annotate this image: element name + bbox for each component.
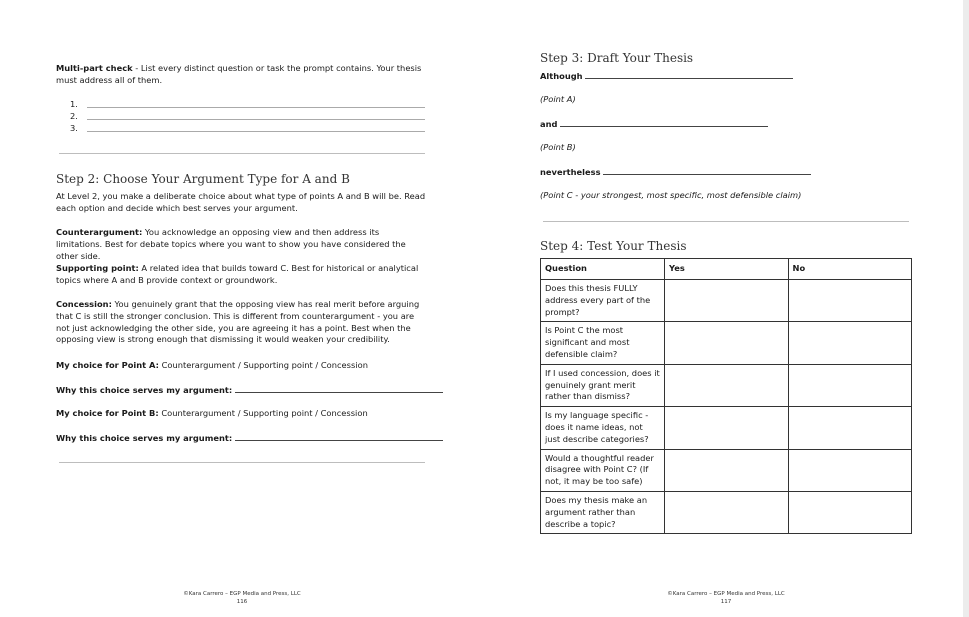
table-row xyxy=(541,322,912,364)
point-b-hint: (Point B) xyxy=(540,142,576,152)
thesis-test-table xyxy=(540,258,912,534)
yes-cell[interactable] xyxy=(665,322,789,364)
concession-label: Concession: xyxy=(56,299,112,309)
supporting-point-option xyxy=(56,263,428,287)
table-row xyxy=(541,280,912,322)
column-header-no: No xyxy=(788,259,911,280)
question-cell: Would a thoughtful reader disagree with Point C? (If not, it may be too safe) xyxy=(541,449,665,491)
why-choice-a[interactable] xyxy=(56,384,443,397)
table-row xyxy=(541,491,912,533)
step4-heading: Step 4: Test Your Thesis xyxy=(540,239,687,253)
choice-b-options: Counterargument / Supporting point / Concession xyxy=(158,408,368,418)
table-row xyxy=(541,364,912,406)
column-header-question: Question xyxy=(541,259,665,280)
although-blank[interactable] xyxy=(585,70,793,79)
why-b-blank[interactable] xyxy=(235,432,443,441)
list-number: 1. xyxy=(70,99,78,109)
concession-option xyxy=(56,299,428,346)
question-cell: Does this thesis FULLY address every part of the prompt? xyxy=(541,280,665,322)
nevertheless-label: nevertheless xyxy=(540,167,601,177)
question-cell: Is my language specific - does it name ideas, not just describe categories? xyxy=(541,407,665,449)
question-cell: If I used concession, does it genuinely grant merit rather than dismiss? xyxy=(541,364,665,406)
yes-cell[interactable] xyxy=(665,449,789,491)
footer-copyright: ©Kara Carrero – EGP Media and Press, LLC xyxy=(667,591,785,597)
no-cell[interactable] xyxy=(788,449,911,491)
section-divider xyxy=(543,221,909,222)
and-blank[interactable] xyxy=(560,118,768,127)
page-number: 117 xyxy=(720,598,732,605)
counterargument-text: You acknowledge an opposing view and then address its limitations. Best for debate topics where you want to show you have considered the other side. xyxy=(56,227,406,261)
and-line[interactable] xyxy=(540,118,768,131)
multipart-text: - List every distinct question or task the prompt contains. Your thesis must address all of them. xyxy=(56,63,422,85)
no-cell[interactable] xyxy=(788,407,911,449)
table-header-row xyxy=(541,259,912,280)
counterargument-label: Counterargument: xyxy=(56,227,143,237)
concession-text: You genuinely grant that the opposing view has real merit before arguing that C is still the stronger conclusion. This is different from counterargument - you are not just acknowledging the other side, you are agreeing it has a point. Best when the opposing view is strong enough that dismissing it would weaken your credibility. xyxy=(56,299,420,345)
why-a-label: Why this choice serves my argument: xyxy=(56,385,233,395)
yes-cell[interactable] xyxy=(665,364,789,406)
choice-point-b[interactable] xyxy=(56,408,368,420)
question-cell: Does my thesis make an argument rather than describe a topic? xyxy=(541,491,665,533)
why-a-blank[interactable] xyxy=(235,384,443,393)
choice-b-label: My choice for Point B: xyxy=(56,408,159,418)
list-number: 2. xyxy=(70,111,78,121)
no-cell[interactable] xyxy=(788,364,911,406)
counterargument-option xyxy=(56,227,428,262)
page-number: 116 xyxy=(236,598,248,605)
choice-a-label: My choice for Point A: xyxy=(56,360,159,370)
yes-cell[interactable] xyxy=(665,280,789,322)
nevertheless-line[interactable] xyxy=(540,166,811,179)
section-divider xyxy=(59,462,425,463)
question-cell: Is Point C the most significant and most defensible claim? xyxy=(541,322,665,364)
no-cell[interactable] xyxy=(788,322,911,364)
footer-copyright: ©Kara Carrero – EGP Media and Press, LLC xyxy=(183,591,301,597)
footer xyxy=(142,591,342,606)
list-number: 3. xyxy=(70,123,78,133)
and-label: and xyxy=(540,119,558,129)
table-row xyxy=(541,407,912,449)
step2-heading: Step 2: Choose Your Argument Type for A and B xyxy=(56,172,350,186)
multipart-check xyxy=(56,63,428,87)
section-divider xyxy=(59,153,425,154)
table-row xyxy=(541,449,912,491)
no-cell[interactable] xyxy=(788,491,911,533)
point-a-hint: (Point A) xyxy=(540,94,576,104)
although-line[interactable] xyxy=(540,70,793,83)
page-edge xyxy=(963,0,969,617)
step2-intro: At Level 2, you make a deliberate choice about what type of points A and B will be. Read each option and decide which best serves your argument. xyxy=(56,191,426,213)
no-cell[interactable] xyxy=(788,280,911,322)
footer xyxy=(626,591,826,606)
multipart-label: Multi-part check xyxy=(56,63,133,73)
why-b-label: Why this choice serves my argument: xyxy=(56,433,233,443)
nevertheless-blank[interactable] xyxy=(603,166,811,175)
step3-heading: Step 3: Draft Your Thesis xyxy=(540,51,694,65)
choice-a-options: Counterargument / Supporting point / Concession xyxy=(158,360,368,370)
right-page xyxy=(484,0,969,617)
left-page xyxy=(0,0,484,617)
column-header-yes: Yes xyxy=(665,259,789,280)
supporting-point-text: A related idea that builds toward C. Best for historical or analytical topics where A and B provide context or groundwork. xyxy=(56,263,419,285)
supporting-point-label: Supporting point: xyxy=(56,263,139,273)
why-choice-b[interactable] xyxy=(56,432,443,445)
point-c-hint: (Point C - your strongest, most specific, most defensible claim) xyxy=(540,190,802,200)
yes-cell[interactable] xyxy=(665,407,789,449)
although-label: Although xyxy=(540,71,583,81)
yes-cell[interactable] xyxy=(665,491,789,533)
choice-point-a[interactable] xyxy=(56,360,368,372)
